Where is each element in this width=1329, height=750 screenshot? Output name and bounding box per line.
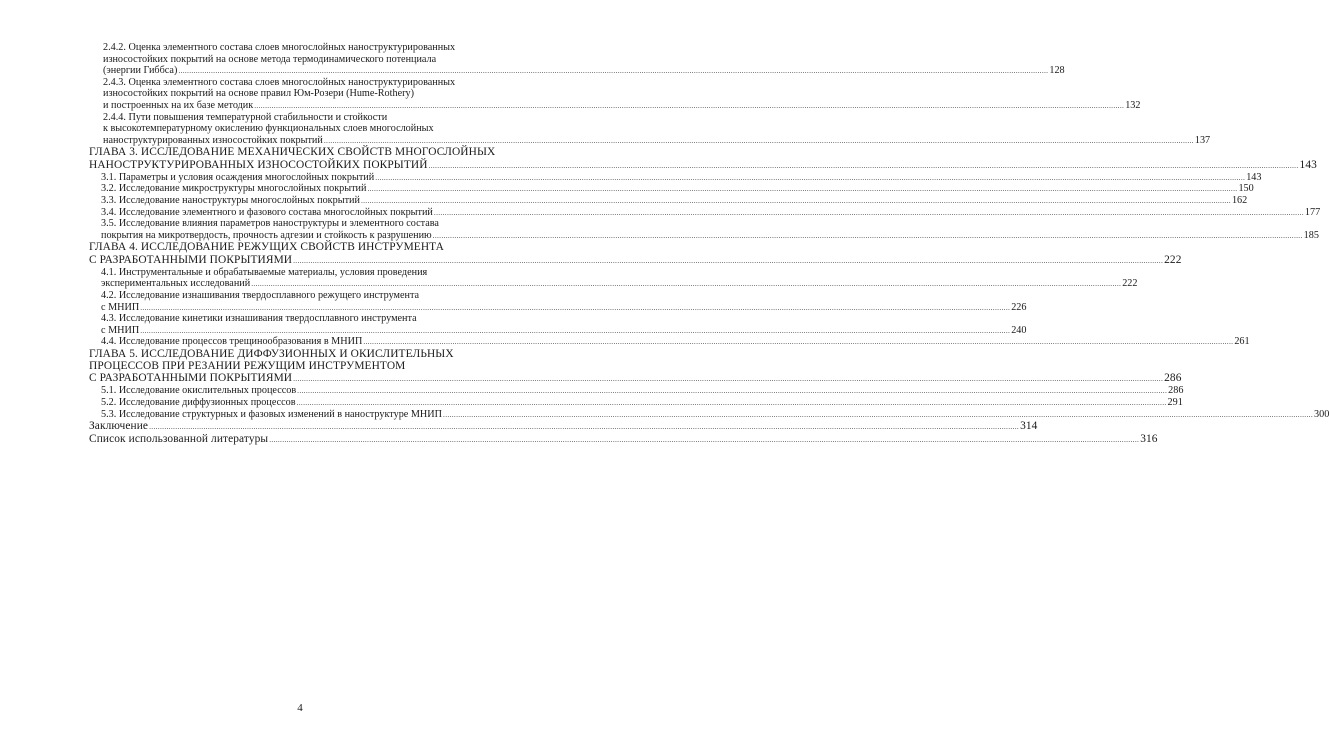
toc-entry xyxy=(89,42,1065,77)
toc-entry-title: 5.3. Исследование структурных и фазовых изменений в наноструктуре МНИП xyxy=(101,408,443,420)
toc-entry-title: 3.3. Исследование наноструктуры многослойных покрытий xyxy=(101,194,360,206)
toc-entry-page: 150 xyxy=(1238,183,1254,195)
table-of-contents xyxy=(89,42,1329,447)
toc-entry-last-line xyxy=(89,158,1317,172)
toc-entry xyxy=(89,266,1138,290)
toc-entry-last-line xyxy=(101,171,1262,184)
dot-leader: ................................................................................................................................................................................................................................................................................................................................................................................................................ xyxy=(251,279,1122,289)
toc-entry xyxy=(89,347,1182,386)
toc-entry xyxy=(89,289,1027,313)
toc-entry-line: 4.2. Исследование изнашивания твердосплавного режущего инструмента xyxy=(101,289,420,301)
toc-entry-last-line xyxy=(101,397,1183,409)
dot-leader: ................................................................................................................................................................................................................................................................................................................................................................................................................ xyxy=(432,230,1303,240)
toc-entry-line: 2.4.4. Пути повышения температурной стабильности и стойкости xyxy=(103,111,388,123)
toc-entry-page: 300 xyxy=(1314,408,1329,420)
toc-entry-last-line xyxy=(101,408,1329,421)
toc-entry-last-line xyxy=(103,65,1065,77)
toc-entry-title: С РАЗРАБОТАННЫМИ ПОКРЫТИЯМИ xyxy=(89,372,293,385)
toc-entry-title: Список использованной литературы xyxy=(89,433,269,446)
toc-entry xyxy=(89,183,1254,195)
toc-entry-last-line xyxy=(103,99,1141,112)
toc-entry-page: 222 xyxy=(1164,253,1182,266)
toc-entry-last-line xyxy=(103,134,1211,147)
toc-entry-page: 185 xyxy=(1303,229,1319,241)
toc-entry-last-line xyxy=(101,385,1184,397)
toc-entry-last-line xyxy=(101,301,1027,314)
dot-leader: ................................................................................................................................................................................................................................................................................................................................................................................................................ xyxy=(178,66,1049,76)
toc-entry-line: износостойких покрытий на основе правил Юм-Розери (Hume-Rothery) xyxy=(103,88,414,100)
dot-leader: ................................................................................................................................................................................................................................................................................................................................................................................................................ xyxy=(367,184,1238,194)
toc-entry-last-line xyxy=(89,253,1182,267)
dot-leader: ................................................................................................................................................................................................................................................................................................................................................................................................................ xyxy=(323,135,1194,145)
toc-entry-last-line xyxy=(101,194,1248,207)
toc-entry-line: ГЛАВА 5. ИССЛЕДОВАНИЕ ДИФФУЗИОННЫХ И ОКИСЛИТЕЛЬНЫХ xyxy=(89,347,454,360)
toc-entry-title: 3.1. Параметры и условия осаждения многослойных покрытий xyxy=(101,171,375,183)
toc-entry-title: 3.2. Исследование микроструктуры многослойных покрытий xyxy=(101,183,367,195)
toc-entry xyxy=(89,336,1250,348)
toc-entry-page: 316 xyxy=(1140,433,1158,446)
toc-entry-line: ГЛАВА 4. ИССЛЕДОВАНИЕ РЕЖУЩИХ СВОЙСТВ ИНСТРУМЕНТА xyxy=(89,241,444,254)
toc-entry xyxy=(89,218,1319,241)
toc-entry xyxy=(89,111,1211,147)
toc-entry-title: Заключение xyxy=(89,420,149,433)
toc-entries xyxy=(89,42,1329,447)
dot-leader: ................................................................................................................................................................................................................................................................................................................................................................................................................ xyxy=(375,172,1246,182)
dot-leader: ................................................................................................................................................................................................................................................................................................................................................................................................................ xyxy=(296,398,1167,408)
toc-entry-title: 5.2. Исследование диффузионных процессов xyxy=(101,397,296,409)
toc-entry-last-line xyxy=(101,336,1250,348)
toc-entry xyxy=(89,146,1317,171)
dot-leader: ................................................................................................................................................................................................................................................................................................................................................................................................................ xyxy=(149,422,1020,432)
toc-entry-page: 286 xyxy=(1164,372,1182,385)
toc-entry-line: 2.4.3. Оценка элементного состава слоев многослойных наноструктурированных xyxy=(103,76,456,88)
toc-entry-page: 143 xyxy=(1299,158,1317,171)
toc-entry-page: 177 xyxy=(1304,206,1321,218)
dot-leader: ................................................................................................................................................................................................................................................................................................................................................................................................................ xyxy=(360,195,1231,205)
toc-entry xyxy=(89,171,1262,184)
dot-leader: ................................................................................................................................................................................................................................................................................................................................................................................................................ xyxy=(140,302,1011,312)
toc-entry-page: 314 xyxy=(1020,420,1038,433)
toc-entry-line: 3.5. Исследование влияния параметров наноструктуры и элементного состава xyxy=(101,218,439,230)
toc-entry-last-line xyxy=(89,433,1158,446)
toc-entry xyxy=(89,420,1038,433)
toc-entry-last-line xyxy=(101,278,1138,290)
toc-entry xyxy=(89,241,1182,266)
toc-entry-last-line xyxy=(101,229,1319,242)
dot-leader: ................................................................................................................................................................................................................................................................................................................................................................................................................ xyxy=(433,207,1304,217)
dot-leader: ................................................................................................................................................................................................................................................................................................................................................................................................................ xyxy=(443,409,1314,419)
toc-entry-title: 5.1. Исследование окислительных процессов xyxy=(101,385,297,397)
toc-entry-line: к высокотемпературному окислению функциональных слоев многослойных xyxy=(103,123,434,135)
toc-entry-title: 4.4. Исследование процессов трещинообразования в МНИП xyxy=(101,336,363,348)
dot-leader: ................................................................................................................................................................................................................................................................................................................................................................................................................ xyxy=(297,386,1168,396)
toc-entry-page: 240 xyxy=(1011,324,1027,336)
toc-entry-title: НАНОСТРУКТУРИРОВАННЫХ ИЗНОСОСТОЙКИХ ПОКРЫТИЙ xyxy=(89,158,428,171)
dot-leader: ................................................................................................................................................................................................................................................................................................................................................................................................................ xyxy=(269,435,1140,445)
toc-entry-title: экспериментальных исследований xyxy=(101,278,251,290)
toc-entry-line: ПРОЦЕССОВ ПРИ РЕЗАНИИ РЕЖУЩИМ ИНСТРУМЕНТОМ xyxy=(89,360,406,373)
toc-entry-title: (энергии Гиббса) xyxy=(103,65,178,77)
toc-entry-last-line xyxy=(89,372,1182,385)
toc-entry xyxy=(89,76,1141,112)
toc-entry xyxy=(89,385,1184,397)
toc-entry xyxy=(89,433,1158,446)
toc-entry-page: 128 xyxy=(1049,65,1065,77)
toc-entry-page: 162 xyxy=(1231,194,1248,206)
dot-leader: ................................................................................................................................................................................................................................................................................................................................................................................................................ xyxy=(363,337,1234,347)
toc-entry xyxy=(89,194,1248,207)
toc-entry-page: 286 xyxy=(1168,385,1184,397)
dot-leader: ................................................................................................................................................................................................................................................................................................................................................................................................................ xyxy=(293,255,1164,265)
toc-entry-title: С РАЗРАБОТАННЫМИ ПОКРЫТИЯМИ xyxy=(89,253,293,266)
toc-entry-page: 226 xyxy=(1011,301,1027,313)
toc-entry-page: 137 xyxy=(1194,134,1211,146)
toc-entry-page: 143 xyxy=(1246,171,1262,183)
toc-entry xyxy=(89,313,1027,336)
toc-entry-page: 222 xyxy=(1122,278,1138,290)
toc-entry-title: покрытия на микротвердость, прочность адгезии и стойкость к разрушению xyxy=(101,229,432,241)
toc-entry-line: износостойких покрытий на основе метода термодинамического потенциала xyxy=(103,53,437,65)
dot-leader: ................................................................................................................................................................................................................................................................................................................................................................................................................ xyxy=(293,374,1164,384)
toc-entry-last-line xyxy=(89,420,1038,433)
toc-entry-line: 4.3. Исследование кинетики изнашивания твердосплавного инструмента xyxy=(101,313,417,325)
toc-entry-page: 291 xyxy=(1167,397,1183,409)
toc-entry-page: 261 xyxy=(1234,336,1250,348)
toc-entry-last-line xyxy=(101,324,1027,337)
toc-entry-line: 2.4.2. Оценка элементного состава слоев многослойных наноструктурированных xyxy=(103,42,456,53)
toc-entry xyxy=(89,397,1183,409)
toc-entry-last-line xyxy=(101,183,1254,195)
toc-entry-last-line xyxy=(101,206,1321,219)
toc-entry-title: с МНИП xyxy=(101,301,140,313)
toc-entry-title: и построенных на их базе методик xyxy=(103,99,254,111)
toc-entry xyxy=(89,206,1321,219)
toc-entry xyxy=(89,408,1329,421)
toc-entry-line: ГЛАВА 3. ИССЛЕДОВАНИЕ МЕХАНИЧЕСКИХ СВОЙСТВ МНОГОСЛОЙНЫХ xyxy=(89,146,496,159)
toc-entry-title: 3.4. Исследование элементного и фазового состава многослойных покрытий xyxy=(101,206,433,218)
toc-entry-title: наноструктурированных износостойких покрытий xyxy=(103,134,323,146)
dot-leader: ................................................................................................................................................................................................................................................................................................................................................................................................................ xyxy=(140,325,1011,335)
dot-leader: ................................................................................................................................................................................................................................................................................................................................................................................................................ xyxy=(254,100,1125,110)
toc-entry-page: 132 xyxy=(1125,99,1141,111)
page-number: 4 xyxy=(297,702,303,714)
toc-entry-title: с МНИП xyxy=(101,324,140,336)
dot-leader: ................................................................................................................................................................................................................................................................................................................................................................................................................ xyxy=(428,160,1299,170)
toc-entry-line: 4.1. Инструментальные и обрабатываемые материалы, условия проведения xyxy=(101,266,428,278)
